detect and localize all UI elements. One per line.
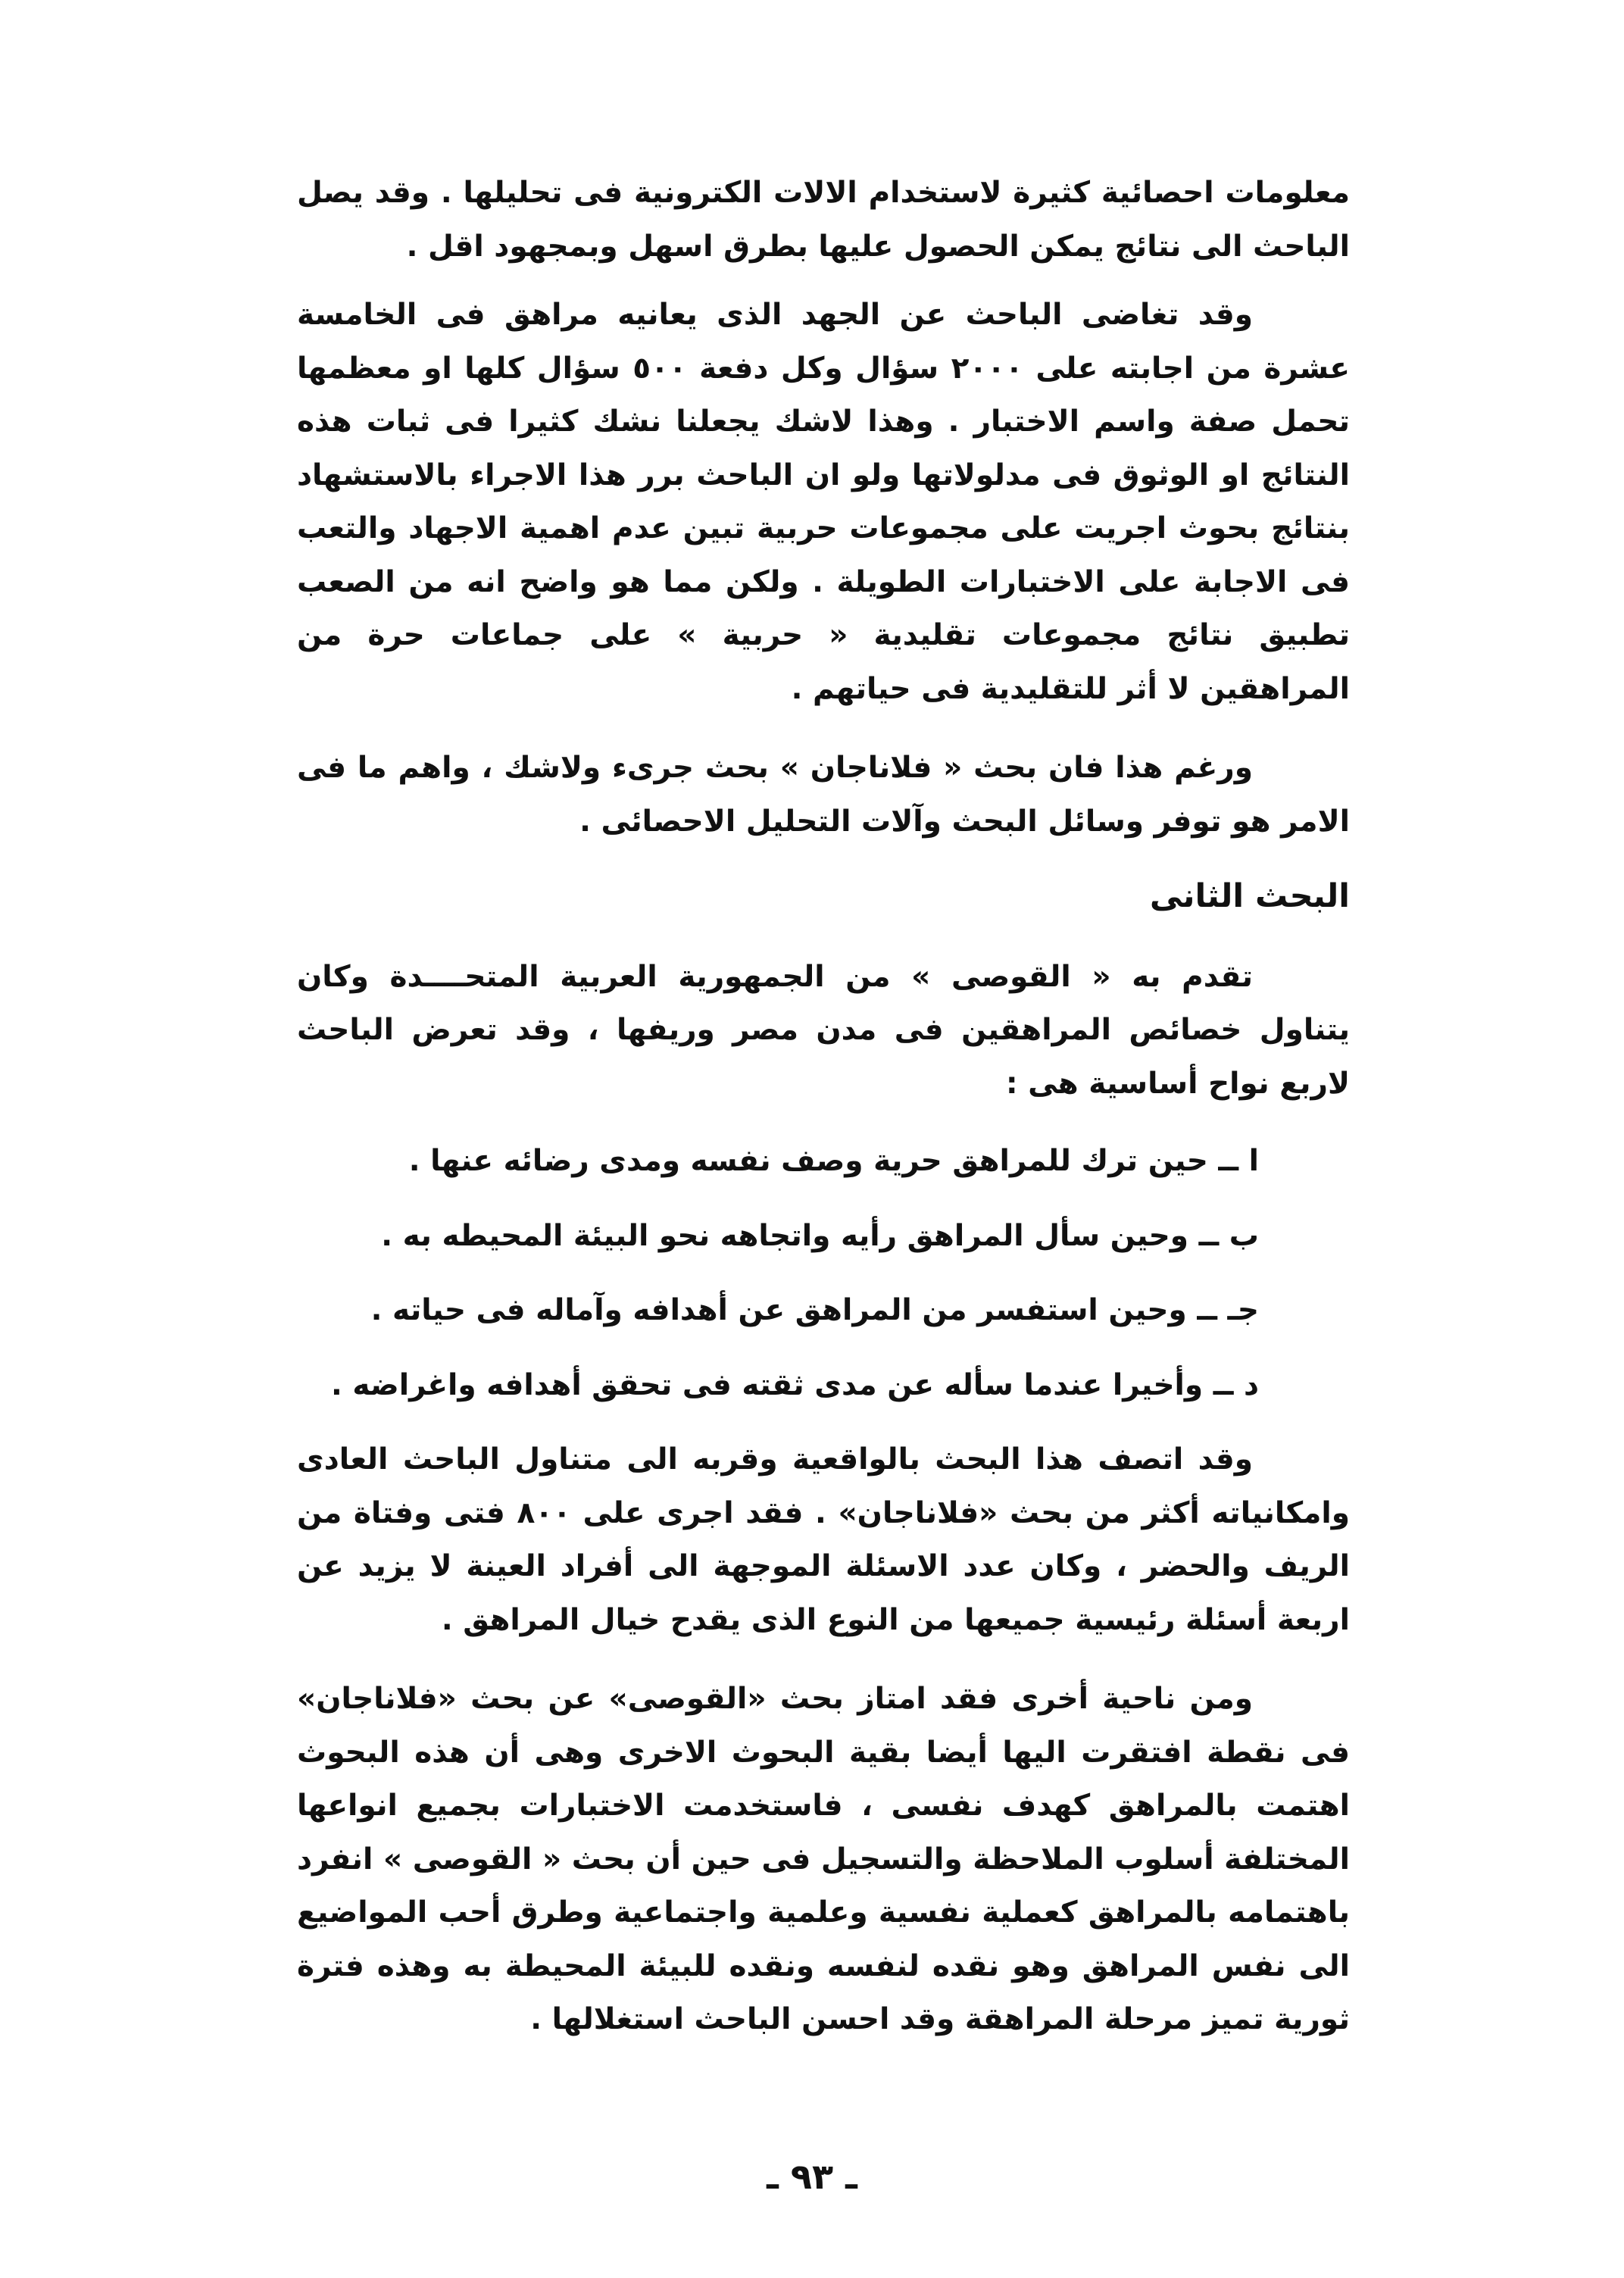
section-heading: البحث الثانى — [1149, 877, 1350, 915]
paragraph-5: ومن ناحية أخرى فقد امتاز بحث «القوصى» عن بحث «فلاناجان» فى نقطة افتقرت اليها أيضا بقية البحوث الاخرى وهى أن هذه البحوث اهتمت بالمراهق كهدف نفسى ، فاستخدمت الاختبارات بجميع انواعها المختلفة أسلوب الملاحظة والتسجيل فى حين أن بحث « القوصى » انفرد باهتمامه بالمراهق كعملية نفسية وعلمية واجتماعية وطرق أحب المواضيع الى نفس المراهق وهو نقده لنفسه ونقده للبيئة المحيطة به وهذه فترة ثورية تميز مرحلة المراهقة وقد احسن الباحث استغلالها . — [297, 1682, 1350, 2036]
list-item-d: د ــ وأخيرا عندما سأله عن مدى ثقته فى تحقق أهدافه واغراضه . — [331, 1367, 1259, 1402]
list-item-a: ا ــ حين ترك للمراهق حرية وصف نفسه ومدى رضائه عنها . — [408, 1144, 1259, 1178]
paragraph-4: وقد اتصف هذا البحث بالواقعية وقربه الى متناول الباحث العادى وامكانياته أكثر من بحث «فلاناجان» . فقد اجرى على ٨٠٠ فتى وفتاة من الريف والحضر ، وكان عدد الاسئلة الموجهة الى أفراد العينة لا يزيد عن اربعة أسئلة رئيسية جميعها من النوع الذى يقدح خيال المراهق . — [297, 1442, 1350, 1637]
list — [297, 1135, 1350, 1412]
paragraph-1: معلومات احصائية كثيرة لاستخدام الالات الكترونية فى تحليلها . وقد يصل الباحث الى نتائج يمكن الحصول عليها بطرق اسهل وبمجهود اقل . — [297, 176, 1350, 264]
list-item-c: جـ ــ وحين استفسر من المراهق عن أهدافه وآماله فى حياته . — [370, 1293, 1259, 1327]
list-item-b: ب ــ وحين سأل المراهق رأيه واتجاهه نحو البيئة المحيطه به . — [381, 1218, 1259, 1253]
body-text — [297, 167, 1350, 2062]
paragraph-3: ورغم هذا فان بحث « فلاناجان » بحث جرىء ولاشك ، واهم ما فى الامر هو توفر وسائل البحث وآلات التحليل الاحصائى . — [297, 751, 1350, 839]
intro-paragraph: تقدم به « القوصى » من الجمهورية العربية المتحــــدة وكان يتناول خصائص المراهقين فى مدن مصر وريفها ، وقد تعرض الباحث لاربع نواح أساسية هى : — [297, 959, 1350, 1101]
paragraph-2: وقد تغاضى الباحث عن الجهد الذى يعانيه مراهق فى الخامسة عشرة من اجابته على ٢٠٠٠ سؤال وكل دفعة ٥٠٠ سؤال كلها او معظمها تحمل صفة واسم الاختبار . وهذا لاشك يجعلنا نشك كثيرا فى ثبات هذه النتائج او الوثوق فى مدلولاتها ولو ان الباحث برر هذا الاجراء بالاستشهاد بنتائج بحوث اجريت على مجموعات حربية تبين عدم اهمية الاجهاد والتعب فى الاجابة على الاختبارات الطويلة . ولكن مما هو واضح انه من الصعب تطبيق نتائج مجموعات تقليدية « حربية » على جماعات حرة من المراهقين لا أثر للتقليدية فى حياتهم . — [297, 298, 1350, 706]
page-number: ـ ٩٣ ـ — [767, 2156, 857, 2197]
